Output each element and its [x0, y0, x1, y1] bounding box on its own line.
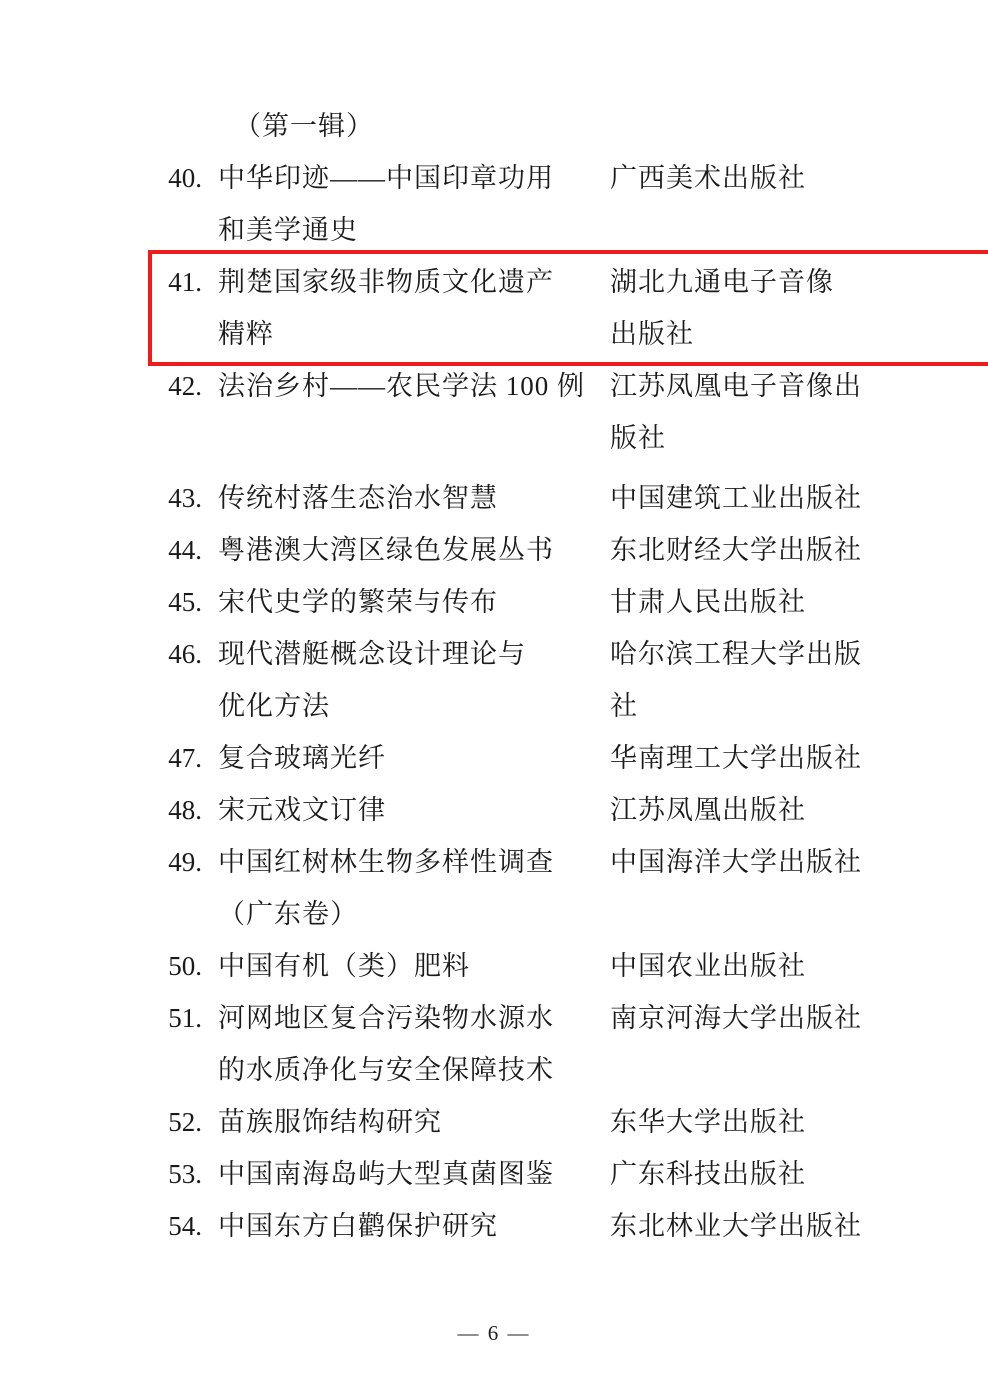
- entry-list: [140, 100, 888, 1252]
- entry-number: 42.: [168, 371, 202, 401]
- entry-row: [140, 992, 888, 1096]
- entry-publisher: [578, 472, 888, 524]
- entry-publisher: [578, 784, 888, 836]
- page-footer: [0, 1321, 988, 1346]
- entry-title-line: 中国红树林生物多样性调查: [218, 847, 554, 877]
- entry-publisher: [578, 836, 888, 888]
- entry-publisher-line: 版社: [610, 423, 666, 453]
- entry-number: 54.: [168, 1211, 202, 1241]
- entry-title: [218, 472, 578, 524]
- entry-number: 46.: [168, 639, 202, 669]
- entry-title: [218, 152, 578, 256]
- entry-title: [218, 940, 578, 992]
- entries-container: [140, 152, 888, 1252]
- entry-title: [218, 836, 578, 940]
- entry-number: 51.: [168, 1003, 202, 1033]
- entry-number: 44.: [168, 535, 202, 565]
- entry-row: [140, 1200, 888, 1252]
- entry-number: 48.: [168, 795, 202, 825]
- entry-title-line: 宋代史学的繁荣与传布: [218, 587, 498, 617]
- entry-title-line: 的水质净化与安全保障技术: [218, 1055, 554, 1085]
- entry-title-line: 宋元戏文订律: [218, 795, 386, 825]
- entry-row: [140, 732, 888, 784]
- entry-publisher-line: 江苏凤凰出版社: [610, 795, 806, 825]
- entry-title-line: 优化方法: [218, 691, 330, 721]
- entry-number: 45.: [168, 587, 202, 617]
- entry-row: [140, 152, 888, 256]
- entry-publisher-line: 广东科技出版社: [610, 1159, 806, 1189]
- entry-row: [140, 576, 888, 628]
- entry-number: 52.: [168, 1107, 202, 1137]
- entry-title-line: 河网地区复合污染物水源水: [218, 1003, 554, 1033]
- entry-publisher: [578, 256, 888, 360]
- entry-number: 41.: [168, 267, 202, 297]
- entry-row: [140, 256, 888, 360]
- entry-publisher-line: 中国海洋大学出版社: [610, 847, 862, 877]
- entry-publisher-line: 中国农业出版社: [610, 951, 806, 981]
- entry-publisher-line: 社: [610, 691, 638, 721]
- entry-publisher-line: 中国建筑工业出版社: [610, 483, 862, 513]
- entry-title-line: 荆楚国家级非物质文化遗产: [218, 267, 554, 297]
- blank-line: [140, 464, 888, 472]
- entry-row: [140, 524, 888, 576]
- entry-title: [218, 784, 578, 836]
- entry-row: [140, 472, 888, 524]
- entry-publisher: [578, 1096, 888, 1148]
- entry-title-line: 中国南海岛屿大型真菌图鉴: [218, 1159, 554, 1189]
- entry-title-line: 传统村落生态治水智慧: [218, 483, 498, 513]
- entry-publisher-line: 出版社: [610, 319, 694, 349]
- entry-title: [218, 628, 578, 732]
- entry-row: [140, 1096, 888, 1148]
- entry-title-line: 和美学通史: [218, 215, 358, 245]
- entry-row: [140, 940, 888, 992]
- entry-publisher: [578, 524, 888, 576]
- entry-publisher: [578, 1148, 888, 1200]
- entry-publisher-line: 甘肃人民出版社: [610, 587, 806, 617]
- entry-publisher: [578, 576, 888, 628]
- entry-title-line: 复合玻璃光纤: [218, 743, 386, 773]
- entry-title: [218, 524, 578, 576]
- entry-title-line: 中国东方白鹳保护研究: [218, 1211, 498, 1241]
- entry-title: [218, 1200, 578, 1252]
- entry-number: 53.: [168, 1159, 202, 1189]
- entry-title-line: 中华印迹——中国印章功用: [218, 163, 554, 193]
- entry-title: [218, 1148, 578, 1200]
- page-number: — 6 —: [457, 1321, 531, 1345]
- entry-publisher-line: 东华大学出版社: [610, 1107, 806, 1137]
- entry-publisher-line: 哈尔滨工程大学出版: [610, 639, 862, 669]
- entry-publisher-line: 东北林业大学出版社: [610, 1211, 862, 1241]
- entry-publisher-line: 华南理工大学出版社: [610, 743, 862, 773]
- entry-publisher: [578, 732, 888, 784]
- entry-publisher: [578, 1200, 888, 1252]
- entry-title-line: 法治乡村——农民学法 100 例: [218, 371, 585, 401]
- entry-title-line: 精粹: [218, 319, 274, 349]
- entry-title-line: 粤港澳大湾区绿色发展丛书: [218, 535, 554, 565]
- entry-number: 40.: [168, 163, 202, 193]
- entry-row: [140, 784, 888, 836]
- entry-title-line: （广东卷）: [218, 899, 358, 929]
- entry-number: 50.: [168, 951, 202, 981]
- entry-title: [218, 360, 585, 412]
- entry-title: [218, 1096, 578, 1148]
- entry-number: 47.: [168, 743, 202, 773]
- entry-publisher-line: 江苏凤凰电子音像出: [610, 371, 862, 401]
- entry-title-line: 中国有机（类）肥料: [218, 951, 470, 981]
- entry-publisher: [578, 628, 888, 732]
- entry-row: [140, 1148, 888, 1200]
- entry-publisher: [578, 940, 888, 992]
- entry-publisher: [578, 992, 888, 1044]
- entry-publisher-line: 广西美术出版社: [610, 163, 806, 193]
- entry-row: [140, 360, 888, 464]
- entry-number: 43.: [168, 483, 202, 513]
- entry-row: [140, 836, 888, 940]
- entry-title: [218, 732, 578, 784]
- entry-title-line: 苗族服饰结构研究: [218, 1107, 442, 1137]
- entry-title: [218, 256, 578, 360]
- entry-title-line: 现代潜艇概念设计理论与: [218, 639, 526, 669]
- entry-title: [218, 576, 578, 628]
- entry-publisher-line: 南京河海大学出版社: [610, 1003, 862, 1033]
- entry-publisher-line: 东北财经大学出版社: [610, 535, 862, 565]
- continuation-line: （第一辑）: [234, 111, 374, 141]
- entry-number: 49.: [168, 847, 202, 877]
- entry-title: [218, 992, 578, 1096]
- entry-publisher: [578, 360, 888, 464]
- entry-row: [140, 628, 888, 732]
- entry-publisher-line: 湖北九通电子音像: [610, 267, 834, 297]
- entry-publisher: [578, 152, 888, 204]
